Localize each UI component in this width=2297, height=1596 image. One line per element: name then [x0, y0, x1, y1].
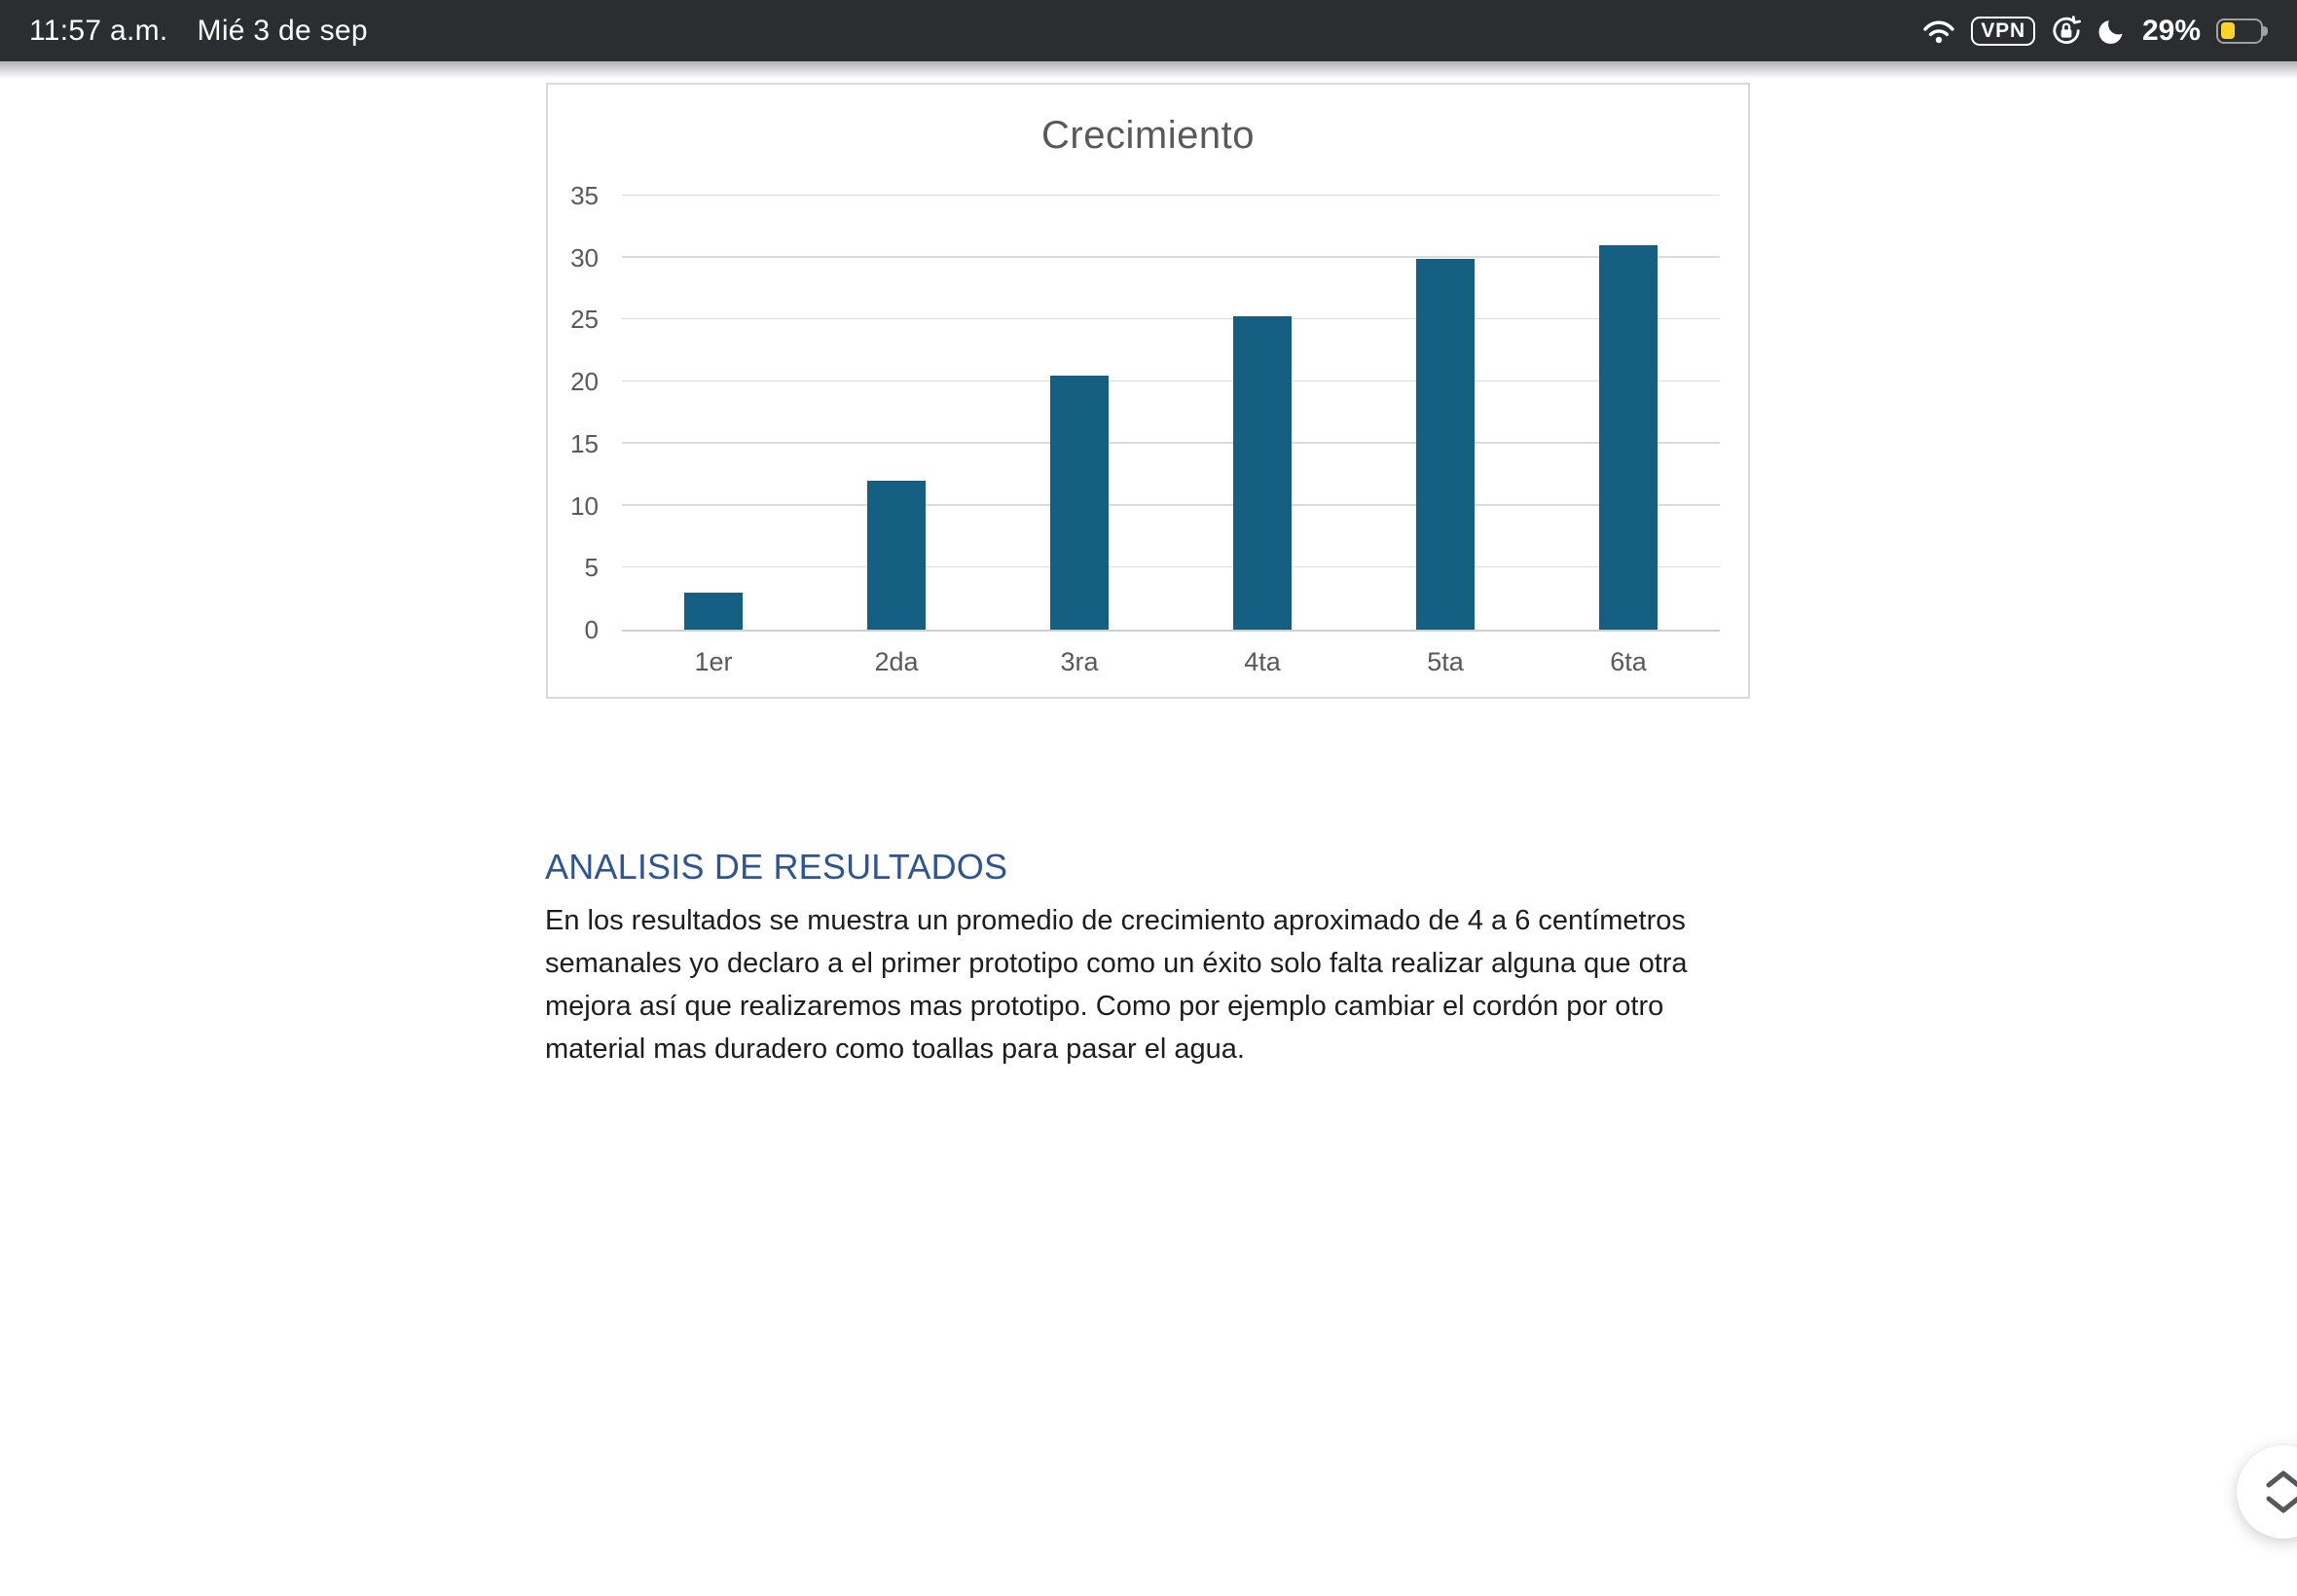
- battery-percent: 29%: [2141, 14, 2201, 47]
- wifi-icon: [1922, 18, 1955, 44]
- bar-2da: [867, 481, 926, 630]
- gridline: [622, 504, 1720, 506]
- gridline: [622, 195, 1720, 197]
- y-axis-tick: 35: [570, 181, 599, 210]
- x-axis-tick: 5ta: [1427, 647, 1464, 676]
- plot-area: [622, 196, 1720, 632]
- growth-chart[interactable]: [546, 83, 1750, 699]
- x-axis-tick: 2da: [874, 647, 919, 676]
- y-axis-tick: 5: [584, 553, 599, 583]
- battery-fill: [2221, 22, 2235, 39]
- status-date: Mié 3 de sep: [197, 14, 368, 47]
- x-axis-tick: 6ta: [1610, 647, 1647, 676]
- chart-title: Crecimiento: [1041, 114, 1255, 157]
- gridline: [622, 381, 1720, 382]
- gridline: [622, 566, 1720, 568]
- bar-1er: [684, 593, 743, 630]
- bar-5ta: [1416, 259, 1475, 630]
- y-axis-tick: 25: [570, 305, 599, 335]
- status-bar: [0, 0, 2297, 61]
- bar-4ta: [1233, 316, 1292, 630]
- document-body: [545, 847, 1762, 1070]
- battery-icon: [2216, 18, 2272, 44]
- bar-6ta: [1599, 245, 1658, 630]
- y-axis-tick: 20: [570, 367, 599, 397]
- x-axis-tick: 1er: [694, 647, 733, 676]
- y-axis-tick: 0: [584, 615, 599, 644]
- vpn-badge: VPN: [1971, 17, 2035, 46]
- y-axis-tick: 10: [570, 490, 599, 521]
- x-axis-tick: 3ra: [1060, 647, 1099, 676]
- bar-3ra: [1050, 376, 1109, 630]
- x-axis-tick: 4ta: [1244, 647, 1281, 676]
- y-axis-tick: 30: [570, 242, 599, 272]
- statusbar-shadow: [0, 61, 2297, 79]
- gridline: [622, 318, 1720, 320]
- chevron-up-icon[interactable]: [2264, 1469, 2297, 1489]
- analysis-paragraph: En los resultados se muestra un promedio de crecimiento aproximado de 4 a 6 centímetros semanales yo declaro a el primer prototipo como un éxito solo falta realizar alguna que otra mejora así que realizaremos mas prototipo. Como por ejemplo cambiar el cordón por otro material mas duradero como toallas para pasar el agua.: [545, 905, 1688, 1065]
- scroll-control[interactable]: [2237, 1445, 2297, 1539]
- chevron-down-icon[interactable]: [2264, 1495, 2297, 1514]
- status-time: 11:57 a.m.: [29, 14, 168, 47]
- y-axis-tick: 15: [570, 428, 599, 458]
- gridline: [622, 256, 1720, 258]
- section-heading: ANALISIS DE RESULTADOS: [545, 847, 1008, 887]
- rotation-lock-icon: [2051, 16, 2082, 47]
- gridline: [622, 442, 1720, 444]
- moon-icon: [2097, 17, 2127, 46]
